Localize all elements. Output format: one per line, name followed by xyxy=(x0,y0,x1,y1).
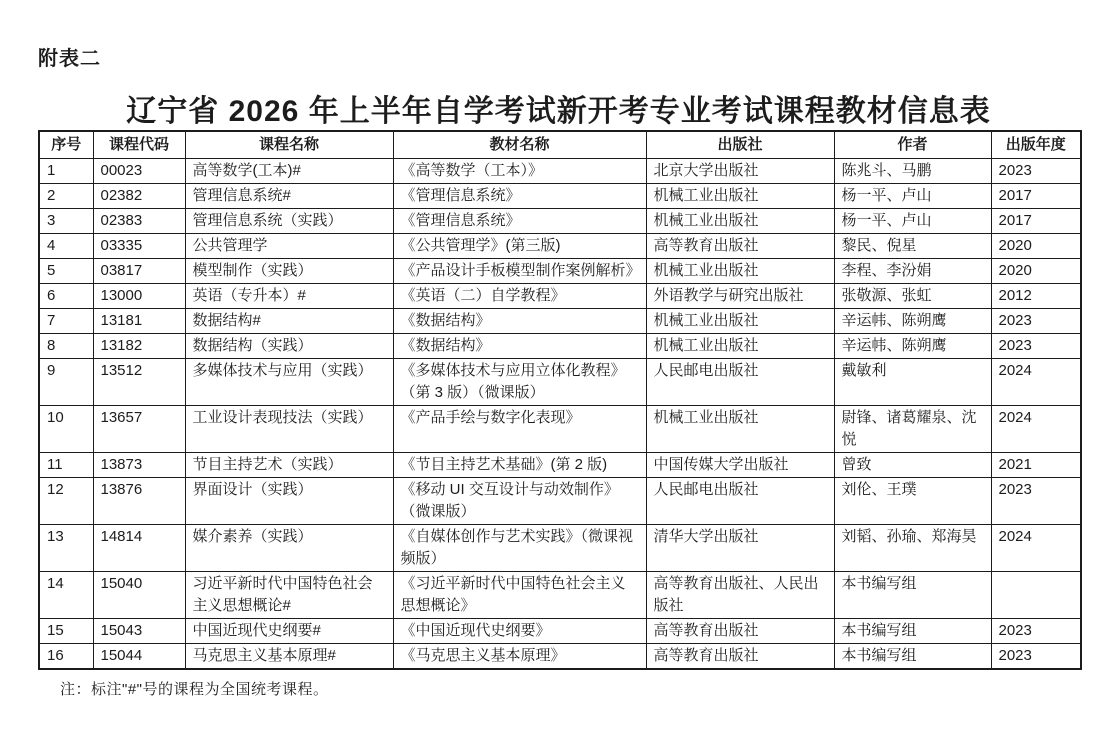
cell-year: 2024 xyxy=(991,406,1081,453)
cell-publisher: 高等教育出版社 xyxy=(646,234,834,259)
cell-seq: 16 xyxy=(39,644,93,670)
table-row xyxy=(39,572,1081,619)
cell-publisher: 高等教育出版社 xyxy=(646,619,834,644)
cell-publisher: 机械工业出版社 xyxy=(646,406,834,453)
cell-code: 13512 xyxy=(93,359,185,406)
cell-publisher: 人民邮电出版社 xyxy=(646,478,834,525)
cell-seq: 4 xyxy=(39,234,93,259)
cell-year: 2023 xyxy=(991,159,1081,184)
cell-seq: 13 xyxy=(39,525,93,572)
cell-author: 陈兆斗、马鹏 xyxy=(834,159,991,184)
cell-seq: 3 xyxy=(39,209,93,234)
cell-book: 《数据结构》 xyxy=(393,334,646,359)
cell-author: 李程、李汾娟 xyxy=(834,259,991,284)
cell-publisher: 高等教育出版社 xyxy=(646,644,834,670)
attachment-label: 附表二 xyxy=(38,48,101,70)
cell-book: 《管理信息系统》 xyxy=(393,209,646,234)
cell-author: 杨一平、卢山 xyxy=(834,184,991,209)
column-header-author: 作者 xyxy=(834,131,991,159)
cell-author: 本书编写组 xyxy=(834,644,991,670)
cell-publisher: 高等教育出版社、人民出版社 xyxy=(646,572,834,619)
cell-code: 14814 xyxy=(93,525,185,572)
cell-code: 15043 xyxy=(93,619,185,644)
page-title: 辽宁省 2026 年上半年自学考试新开考专业考试课程教材信息表 xyxy=(126,95,991,128)
cell-book: 《习近平新时代中国特色社会主义思想概论》 xyxy=(393,572,646,619)
cell-author: 杨一平、卢山 xyxy=(834,209,991,234)
cell-year: 2020 xyxy=(991,234,1081,259)
cell-code: 13000 xyxy=(93,284,185,309)
cell-year: 2012 xyxy=(991,284,1081,309)
cell-author: 戴敏利 xyxy=(834,359,991,406)
cell-book: 《产品设计手板模型制作案例解析》 xyxy=(393,259,646,284)
table-row xyxy=(39,644,1081,670)
cell-course: 节目主持艺术（实践） xyxy=(185,453,393,478)
table-row xyxy=(39,406,1081,453)
cell-code: 03817 xyxy=(93,259,185,284)
cell-code: 00023 xyxy=(93,159,185,184)
cell-publisher: 机械工业出版社 xyxy=(646,309,834,334)
cell-course: 高等数学(工本)# xyxy=(185,159,393,184)
cell-seq: 5 xyxy=(39,259,93,284)
cell-year: 2020 xyxy=(991,259,1081,284)
cell-code: 03335 xyxy=(93,234,185,259)
cell-book: 《高等数学（工本）》 xyxy=(393,159,646,184)
cell-seq: 6 xyxy=(39,284,93,309)
cell-seq: 12 xyxy=(39,478,93,525)
cell-year: 2023 xyxy=(991,644,1081,670)
cell-author: 刘伦、王璞 xyxy=(834,478,991,525)
cell-publisher: 机械工业出版社 xyxy=(646,259,834,284)
cell-book: 《马克思主义基本原理》 xyxy=(393,644,646,670)
cell-code: 13873 xyxy=(93,453,185,478)
cell-code: 02382 xyxy=(93,184,185,209)
table-row xyxy=(39,284,1081,309)
cell-publisher: 中国传媒大学出版社 xyxy=(646,453,834,478)
cell-seq: 8 xyxy=(39,334,93,359)
cell-course: 多媒体技术与应用（实践） xyxy=(185,359,393,406)
cell-code: 13876 xyxy=(93,478,185,525)
cell-course: 管理信息系统（实践） xyxy=(185,209,393,234)
table-row xyxy=(39,234,1081,259)
cell-year xyxy=(991,572,1081,619)
table-row xyxy=(39,309,1081,334)
cell-seq: 1 xyxy=(39,159,93,184)
cell-code: 15040 xyxy=(93,572,185,619)
cell-course: 习近平新时代中国特色社会主义思想概论# xyxy=(185,572,393,619)
cell-author: 黎民、倪星 xyxy=(834,234,991,259)
cell-course: 模型制作（实践） xyxy=(185,259,393,284)
cell-year: 2023 xyxy=(991,478,1081,525)
cell-book: 《自媒体创作与艺术实践》（微课视频版） xyxy=(393,525,646,572)
cell-book: 《节目主持艺术基础》(第 2 版) xyxy=(393,453,646,478)
table-row xyxy=(39,525,1081,572)
cell-year: 2017 xyxy=(991,209,1081,234)
cell-publisher: 清华大学出版社 xyxy=(646,525,834,572)
cell-publisher: 机械工业出版社 xyxy=(646,184,834,209)
table-row xyxy=(39,334,1081,359)
cell-seq: 14 xyxy=(39,572,93,619)
cell-publisher: 人民邮电出版社 xyxy=(646,359,834,406)
column-header-code: 课程代码 xyxy=(93,131,185,159)
cell-author: 本书编写组 xyxy=(834,572,991,619)
cell-year: 2023 xyxy=(991,309,1081,334)
cell-year: 2024 xyxy=(991,525,1081,572)
cell-book: 《产品手绘与数字化表现》 xyxy=(393,406,646,453)
cell-book: 《移动 UI 交互设计与动效制作》（微课版） xyxy=(393,478,646,525)
table-row xyxy=(39,259,1081,284)
cell-seq: 10 xyxy=(39,406,93,453)
footnote: 注：标注"#"号的课程为全国统考课程。 xyxy=(60,681,329,698)
cell-code: 02383 xyxy=(93,209,185,234)
cell-course: 数据结构# xyxy=(185,309,393,334)
cell-course: 英语（专升本）# xyxy=(185,284,393,309)
cell-seq: 2 xyxy=(39,184,93,209)
table-row xyxy=(39,184,1081,209)
cell-book: 《数据结构》 xyxy=(393,309,646,334)
cell-year: 2023 xyxy=(991,334,1081,359)
cell-book: 《公共管理学》(第三版) xyxy=(393,234,646,259)
cell-publisher: 机械工业出版社 xyxy=(646,334,834,359)
table-row xyxy=(39,478,1081,525)
cell-author: 尉锋、诸葛耀泉、沈悦 xyxy=(834,406,991,453)
cell-author: 辛运帏、陈朔鹰 xyxy=(834,309,991,334)
cell-course: 工业设计表现技法（实践） xyxy=(185,406,393,453)
table-row xyxy=(39,159,1081,184)
cell-seq: 11 xyxy=(39,453,93,478)
table-header-row xyxy=(39,131,1081,159)
column-header-year: 出版年度 xyxy=(991,131,1081,159)
cell-publisher: 机械工业出版社 xyxy=(646,209,834,234)
cell-code: 13181 xyxy=(93,309,185,334)
cell-author: 刘韬、孙瑜、郑海昊 xyxy=(834,525,991,572)
cell-book: 《英语（二）自学教程》 xyxy=(393,284,646,309)
cell-year: 2023 xyxy=(991,619,1081,644)
cell-author: 曾致 xyxy=(834,453,991,478)
cell-year: 2017 xyxy=(991,184,1081,209)
cell-course: 数据结构（实践） xyxy=(185,334,393,359)
cell-publisher: 北京大学出版社 xyxy=(646,159,834,184)
cell-year: 2024 xyxy=(991,359,1081,406)
cell-book: 《中国近现代史纲要》 xyxy=(393,619,646,644)
table-body xyxy=(39,159,1081,670)
cell-code: 13182 xyxy=(93,334,185,359)
cell-seq: 15 xyxy=(39,619,93,644)
cell-seq: 7 xyxy=(39,309,93,334)
cell-course: 管理信息系统# xyxy=(185,184,393,209)
cell-author: 本书编写组 xyxy=(834,619,991,644)
column-header-publisher: 出版社 xyxy=(646,131,834,159)
cell-publisher: 外语教学与研究出版社 xyxy=(646,284,834,309)
column-header-seq: 序号 xyxy=(39,131,93,159)
cell-author: 张敬源、张虹 xyxy=(834,284,991,309)
column-header-course: 课程名称 xyxy=(185,131,393,159)
table-row xyxy=(39,209,1081,234)
cell-author: 辛运帏、陈朔鹰 xyxy=(834,334,991,359)
cell-code: 13657 xyxy=(93,406,185,453)
cell-course: 媒介素养（实践） xyxy=(185,525,393,572)
cell-course: 中国近现代史纲要# xyxy=(185,619,393,644)
cell-course: 公共管理学 xyxy=(185,234,393,259)
cell-book: 《管理信息系统》 xyxy=(393,184,646,209)
cell-course: 界面设计（实践） xyxy=(185,478,393,525)
cell-seq: 9 xyxy=(39,359,93,406)
cell-book: 《多媒体技术与应用立体化教程》（第 3 版）（微课版） xyxy=(393,359,646,406)
column-header-book: 教材名称 xyxy=(393,131,646,159)
cell-year: 2021 xyxy=(991,453,1081,478)
course-materials-table xyxy=(38,130,1082,670)
cell-course: 马克思主义基本原理# xyxy=(185,644,393,670)
table-row xyxy=(39,359,1081,406)
table-row xyxy=(39,453,1081,478)
table-row xyxy=(39,619,1081,644)
cell-code: 15044 xyxy=(93,644,185,670)
